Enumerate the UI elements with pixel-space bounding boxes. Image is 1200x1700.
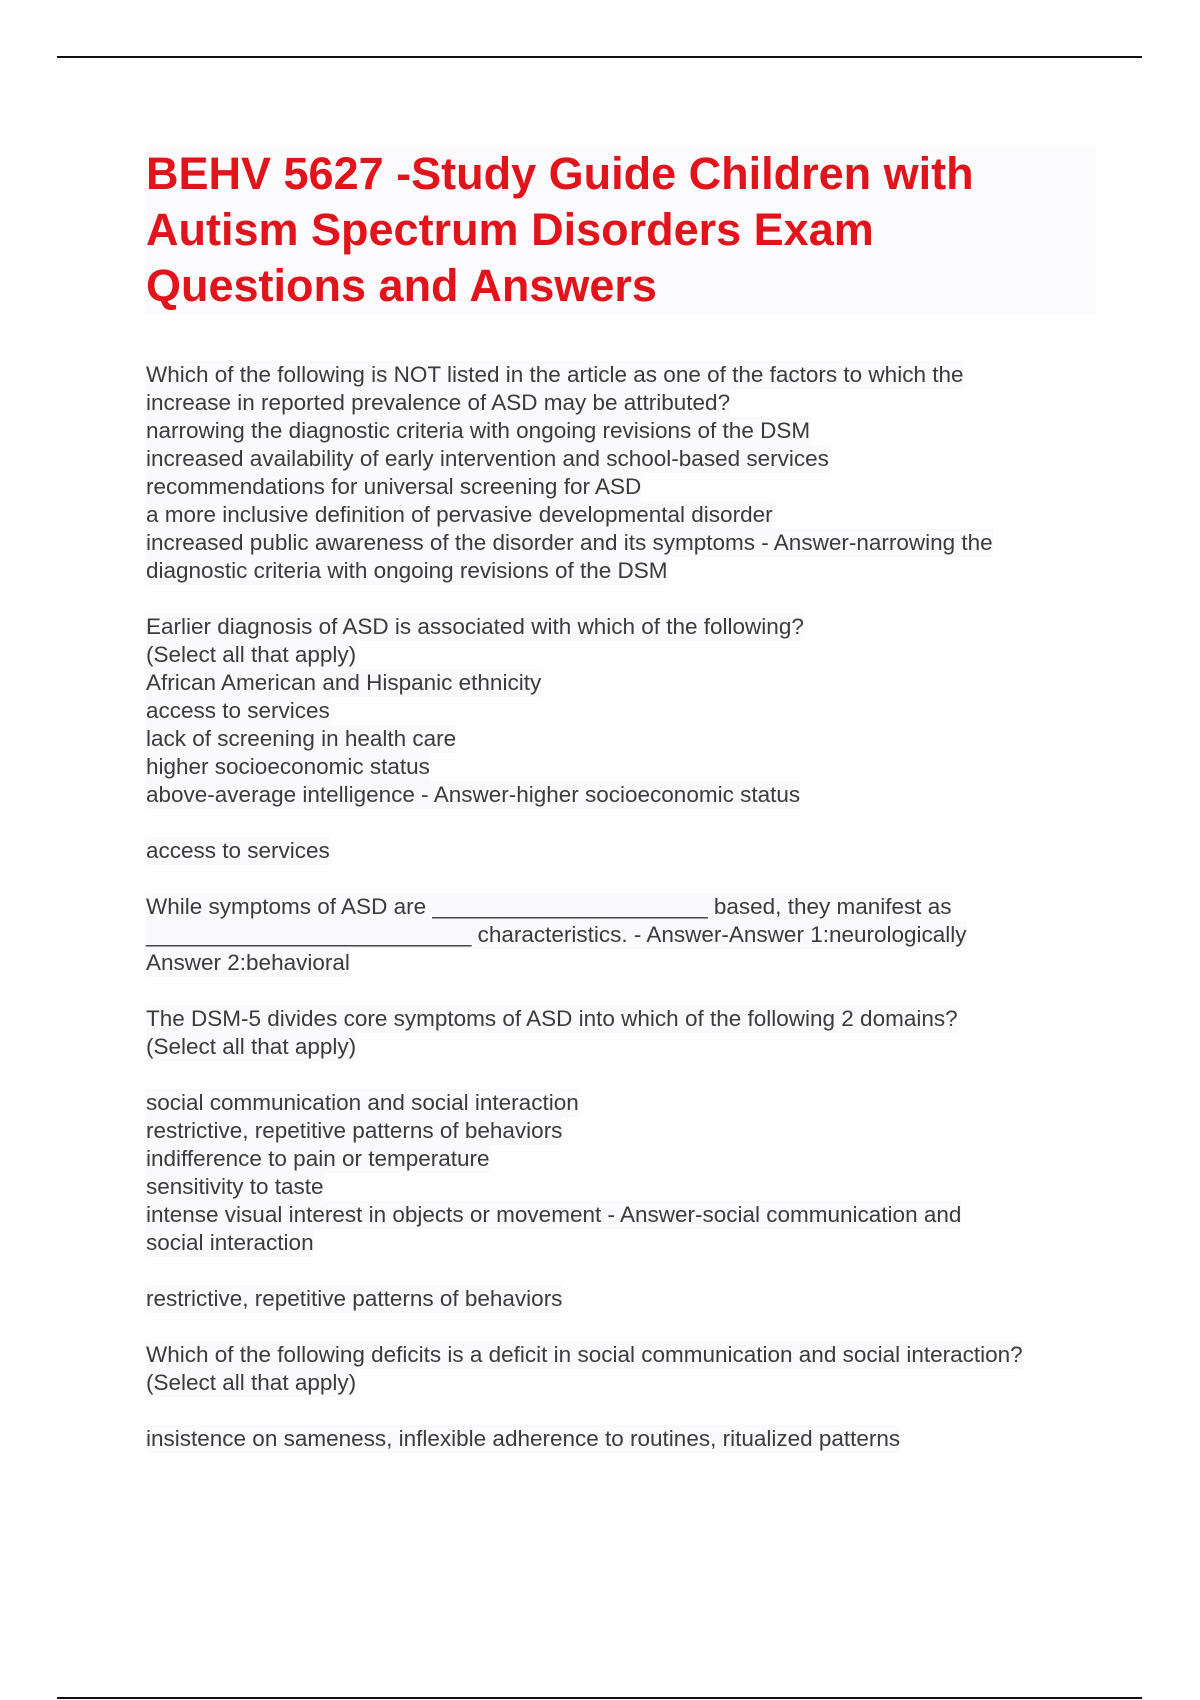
paragraph-gap [146, 1061, 1096, 1089]
text-line: (Select all that apply) [146, 1034, 357, 1059]
paragraph-gap [146, 585, 1096, 613]
text-line: increase in reported prevalence of ASD may be attributed? [146, 390, 731, 415]
text-line: social communication and social interaction [146, 1090, 579, 1115]
text-line: (Select all that apply) [146, 1370, 357, 1395]
document-body [146, 361, 1096, 1453]
text-line: insistence on sameness, inflexible adherence to routines, ritualized patterns [146, 1426, 901, 1451]
text-line: above-average intelligence - Answer-higher socioeconomic status [146, 782, 801, 807]
text-line: increased public awareness of the disorder and its symptoms - Answer-narrowing the [146, 530, 993, 555]
text-line: Which of the following is NOT listed in the article as one of the factors to which the [146, 362, 964, 387]
text-line: African American and Hispanic ethnicity [146, 670, 542, 695]
paragraph-gap [146, 865, 1096, 893]
text-line: higher socioeconomic status [146, 754, 430, 779]
text-line: indifference to pain or temperature [146, 1146, 490, 1171]
text-line: __________________________ characteristics. - Answer-Answer 1:neurologically [146, 922, 967, 947]
text-line: increased availability of early intervention and school-based services [146, 446, 829, 471]
document-page [146, 146, 1096, 1453]
top-rule [57, 56, 1142, 58]
text-line: restrictive, repetitive patterns of behaviors [146, 1286, 563, 1311]
text-line: While symptoms of ASD are ______________________ based, they manifest as [146, 894, 952, 919]
text-line: access to services [146, 698, 330, 723]
title-line: Questions and Answers [146, 260, 657, 311]
bottom-rule [57, 1697, 1142, 1699]
text-line: intense visual interest in objects or movement - Answer-social communication and [146, 1202, 962, 1227]
text-line: (Select all that apply) [146, 642, 357, 667]
paragraph-gap [146, 977, 1096, 1005]
document-title [146, 146, 1096, 314]
title-line: BEHV 5627 -Study Guide Children with [146, 148, 974, 199]
text-line: sensitivity to taste [146, 1174, 324, 1199]
title-line: Autism Spectrum Disorders Exam [146, 204, 874, 255]
text-line: recommendations for universal screening for ASD [146, 474, 642, 499]
text-line: Which of the following deficits is a deficit in social communication and social interaction? [146, 1342, 1023, 1367]
paragraph-gap [146, 809, 1096, 837]
text-line: a more inclusive definition of pervasive developmental disorder [146, 502, 773, 527]
text-line: lack of screening in health care [146, 726, 457, 751]
text-line: Earlier diagnosis of ASD is associated with which of the following? [146, 614, 804, 639]
text-line: access to services [146, 838, 330, 863]
text-line: narrowing the diagnostic criteria with ongoing revisions of the DSM [146, 418, 811, 443]
text-line: The DSM-5 divides core symptoms of ASD into which of the following 2 domains? [146, 1006, 958, 1031]
text-line: social interaction [146, 1230, 314, 1255]
paragraph-gap [146, 1397, 1096, 1425]
text-line: restrictive, repetitive patterns of behaviors [146, 1118, 563, 1143]
paragraph-gap [146, 1257, 1096, 1285]
paragraph-gap [146, 1313, 1096, 1341]
text-line: diagnostic criteria with ongoing revisions of the DSM [146, 558, 668, 583]
text-line: Answer 2:behavioral [146, 950, 350, 975]
